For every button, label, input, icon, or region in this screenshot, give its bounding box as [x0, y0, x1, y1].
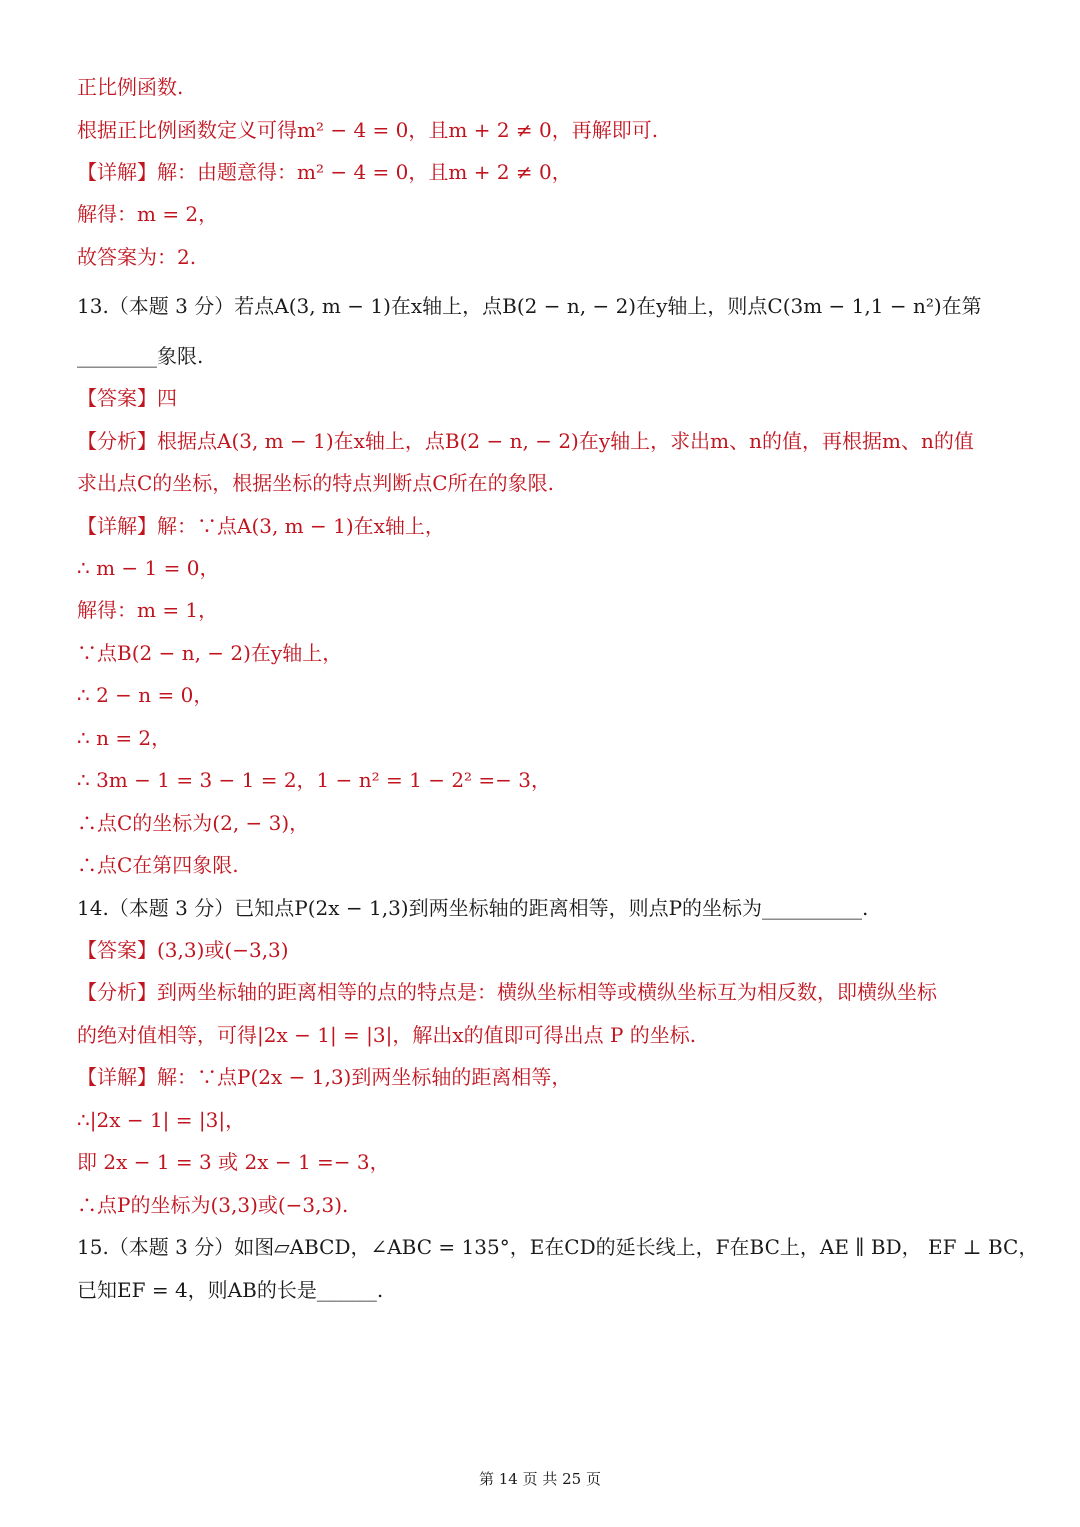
text-line: 解得：m = 2， [77, 202, 219, 226]
analysis-13: 【分析】根据点A(3, m − 1)在x轴上，点B(2 − n, − 2)在y轴上，求出m、n的值，再根据m、n的值 [77, 429, 974, 453]
question-13-blank: ________象限. [77, 344, 204, 368]
question-15: 15.（本题 3 分）如图▱ABCD，∠ABC = 135°，E在CD的延长线上，F在BC上，AE ∥ BD， EF ⊥ BC， [77, 1235, 1039, 1259]
text-line: ∴ m − 1 = 0， [77, 556, 220, 580]
analysis-13: 求出点C的坐标，根据坐标的特点判断点C所在的象限. [77, 471, 554, 495]
detail-14: 【详解】解：∵点P(2x − 1,3)到两坐标轴的距离相等， [77, 1065, 572, 1089]
page-footer: 第 14 页 共 25 页 [478, 1470, 601, 1488]
question-13: 13.（本题 3 分）若点A(3, m − 1)在x轴上，点B(2 − n, − 2)在y轴上，则点C(3m − 1,1 − n²)在第 [77, 294, 982, 318]
text-line: 故答案为：2. [77, 245, 197, 269]
text-line: 正比例函数. [77, 75, 184, 99]
analysis-14: 的绝对值相等，可得|2x − 1| = |3|，解出x的值即可得出点 P 的坐标. [77, 1023, 697, 1047]
text-line: ∴ n = 2， [77, 726, 172, 750]
text-line: ∴点C的坐标为(2, − 3)， [77, 811, 310, 835]
text-line: 根据正比例函数定义可得m² − 4 = 0，且m + 2 ≠ 0，再解即可. [77, 118, 659, 142]
analysis-14: 【分析】到两坐标轴的距离相等的点的特点是：横纵坐标相等或横纵坐标互为相反数，即横纵坐标 [77, 980, 937, 1004]
text-line: ∴ 2 − n = 0， [77, 683, 214, 707]
question-15: 已知EF = 4，则AB的长是______. [77, 1278, 384, 1302]
question-14: 14.（本题 3 分）已知点P(2x − 1,3)到两坐标轴的距离相等，则点P的坐标为__________. [77, 896, 869, 920]
text-line: 即 2x − 1 = 3 或 2x − 1 =− 3， [77, 1150, 390, 1174]
text-line: 解得：m = 1， [77, 598, 219, 622]
answer-13: 【答案】四 [77, 386, 177, 410]
detail-13: 【详解】解：∵点A(3, m − 1)在x轴上， [77, 514, 445, 538]
text-line: ∴ 3m − 1 = 3 − 1 = 2，1 − n² = 1 − 2² =− 3， [77, 768, 552, 792]
text-line: ∴点C在第四象限. [77, 853, 239, 877]
text-line: ∵点B(2 − n, − 2)在y轴上， [77, 641, 343, 665]
text-line: 【详解】解：由题意得：m² − 4 = 0，且m + 2 ≠ 0， [77, 160, 572, 184]
text-line: ∴|2x − 1| = |3|， [77, 1108, 246, 1132]
text-line: ∴点P的坐标为(3,3)或(−3,3). [77, 1193, 349, 1217]
answer-14: 【答案】(3,3)或(−3,3) [77, 938, 289, 962]
